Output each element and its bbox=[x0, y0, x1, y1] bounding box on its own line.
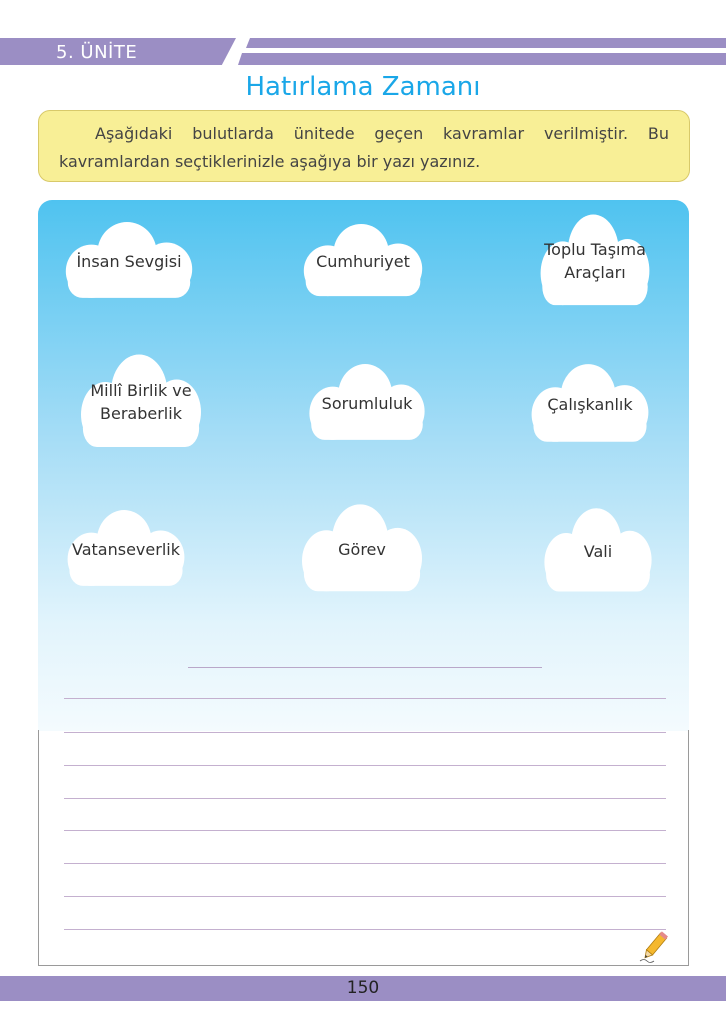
writing-line[interactable] bbox=[64, 863, 666, 864]
unit-label: 5. ÜNİTE bbox=[56, 42, 138, 63]
concept-cloud bbox=[287, 502, 437, 596]
concept-label: Vali bbox=[583, 541, 613, 561]
writing-line[interactable] bbox=[64, 929, 666, 930]
concept-label: Çalışkanlık bbox=[547, 394, 633, 414]
header-stripe bbox=[238, 53, 726, 65]
writing-line[interactable] bbox=[64, 698, 666, 699]
concept-cloud bbox=[517, 362, 663, 446]
writing-line[interactable] bbox=[64, 765, 666, 766]
writing-title-line[interactable] bbox=[188, 667, 542, 668]
instruction-box: Aşağıdaki bulutlarda ünitede geçen kavramlar verilmiştir. Bu kavramlardan seçtiklerinizle aşağıya bir yazı yazınız. bbox=[38, 110, 690, 182]
concept-label: İnsan Sevgisi bbox=[76, 251, 182, 271]
header-stripe bbox=[246, 38, 726, 48]
pencil-icon bbox=[638, 930, 670, 964]
writing-line[interactable] bbox=[64, 830, 666, 831]
concept-cloud bbox=[53, 508, 199, 590]
writing-line[interactable] bbox=[64, 798, 666, 799]
concept-cloud bbox=[50, 220, 208, 302]
concept-label: Vatanseverlik bbox=[72, 539, 180, 559]
page-title: Hatırlama Zamanı bbox=[245, 72, 481, 102]
writing-line[interactable] bbox=[64, 896, 666, 897]
concept-cloud bbox=[289, 222, 437, 300]
concept-label: Millî Birlik ve Beraberlik bbox=[90, 381, 192, 423]
concept-label: Toplu Taşıma Araçları bbox=[544, 240, 646, 282]
writing-line[interactable] bbox=[64, 732, 666, 733]
page-number: 150 bbox=[346, 978, 380, 998]
concept-cloud bbox=[531, 506, 665, 596]
concept-cloud bbox=[66, 352, 216, 452]
concept-label: Cumhuriyet bbox=[316, 251, 410, 271]
concept-label: Görev bbox=[338, 539, 386, 559]
concept-cloud bbox=[295, 362, 439, 444]
concept-cloud bbox=[527, 212, 663, 310]
concept-label: Sorumluluk bbox=[321, 393, 413, 413]
